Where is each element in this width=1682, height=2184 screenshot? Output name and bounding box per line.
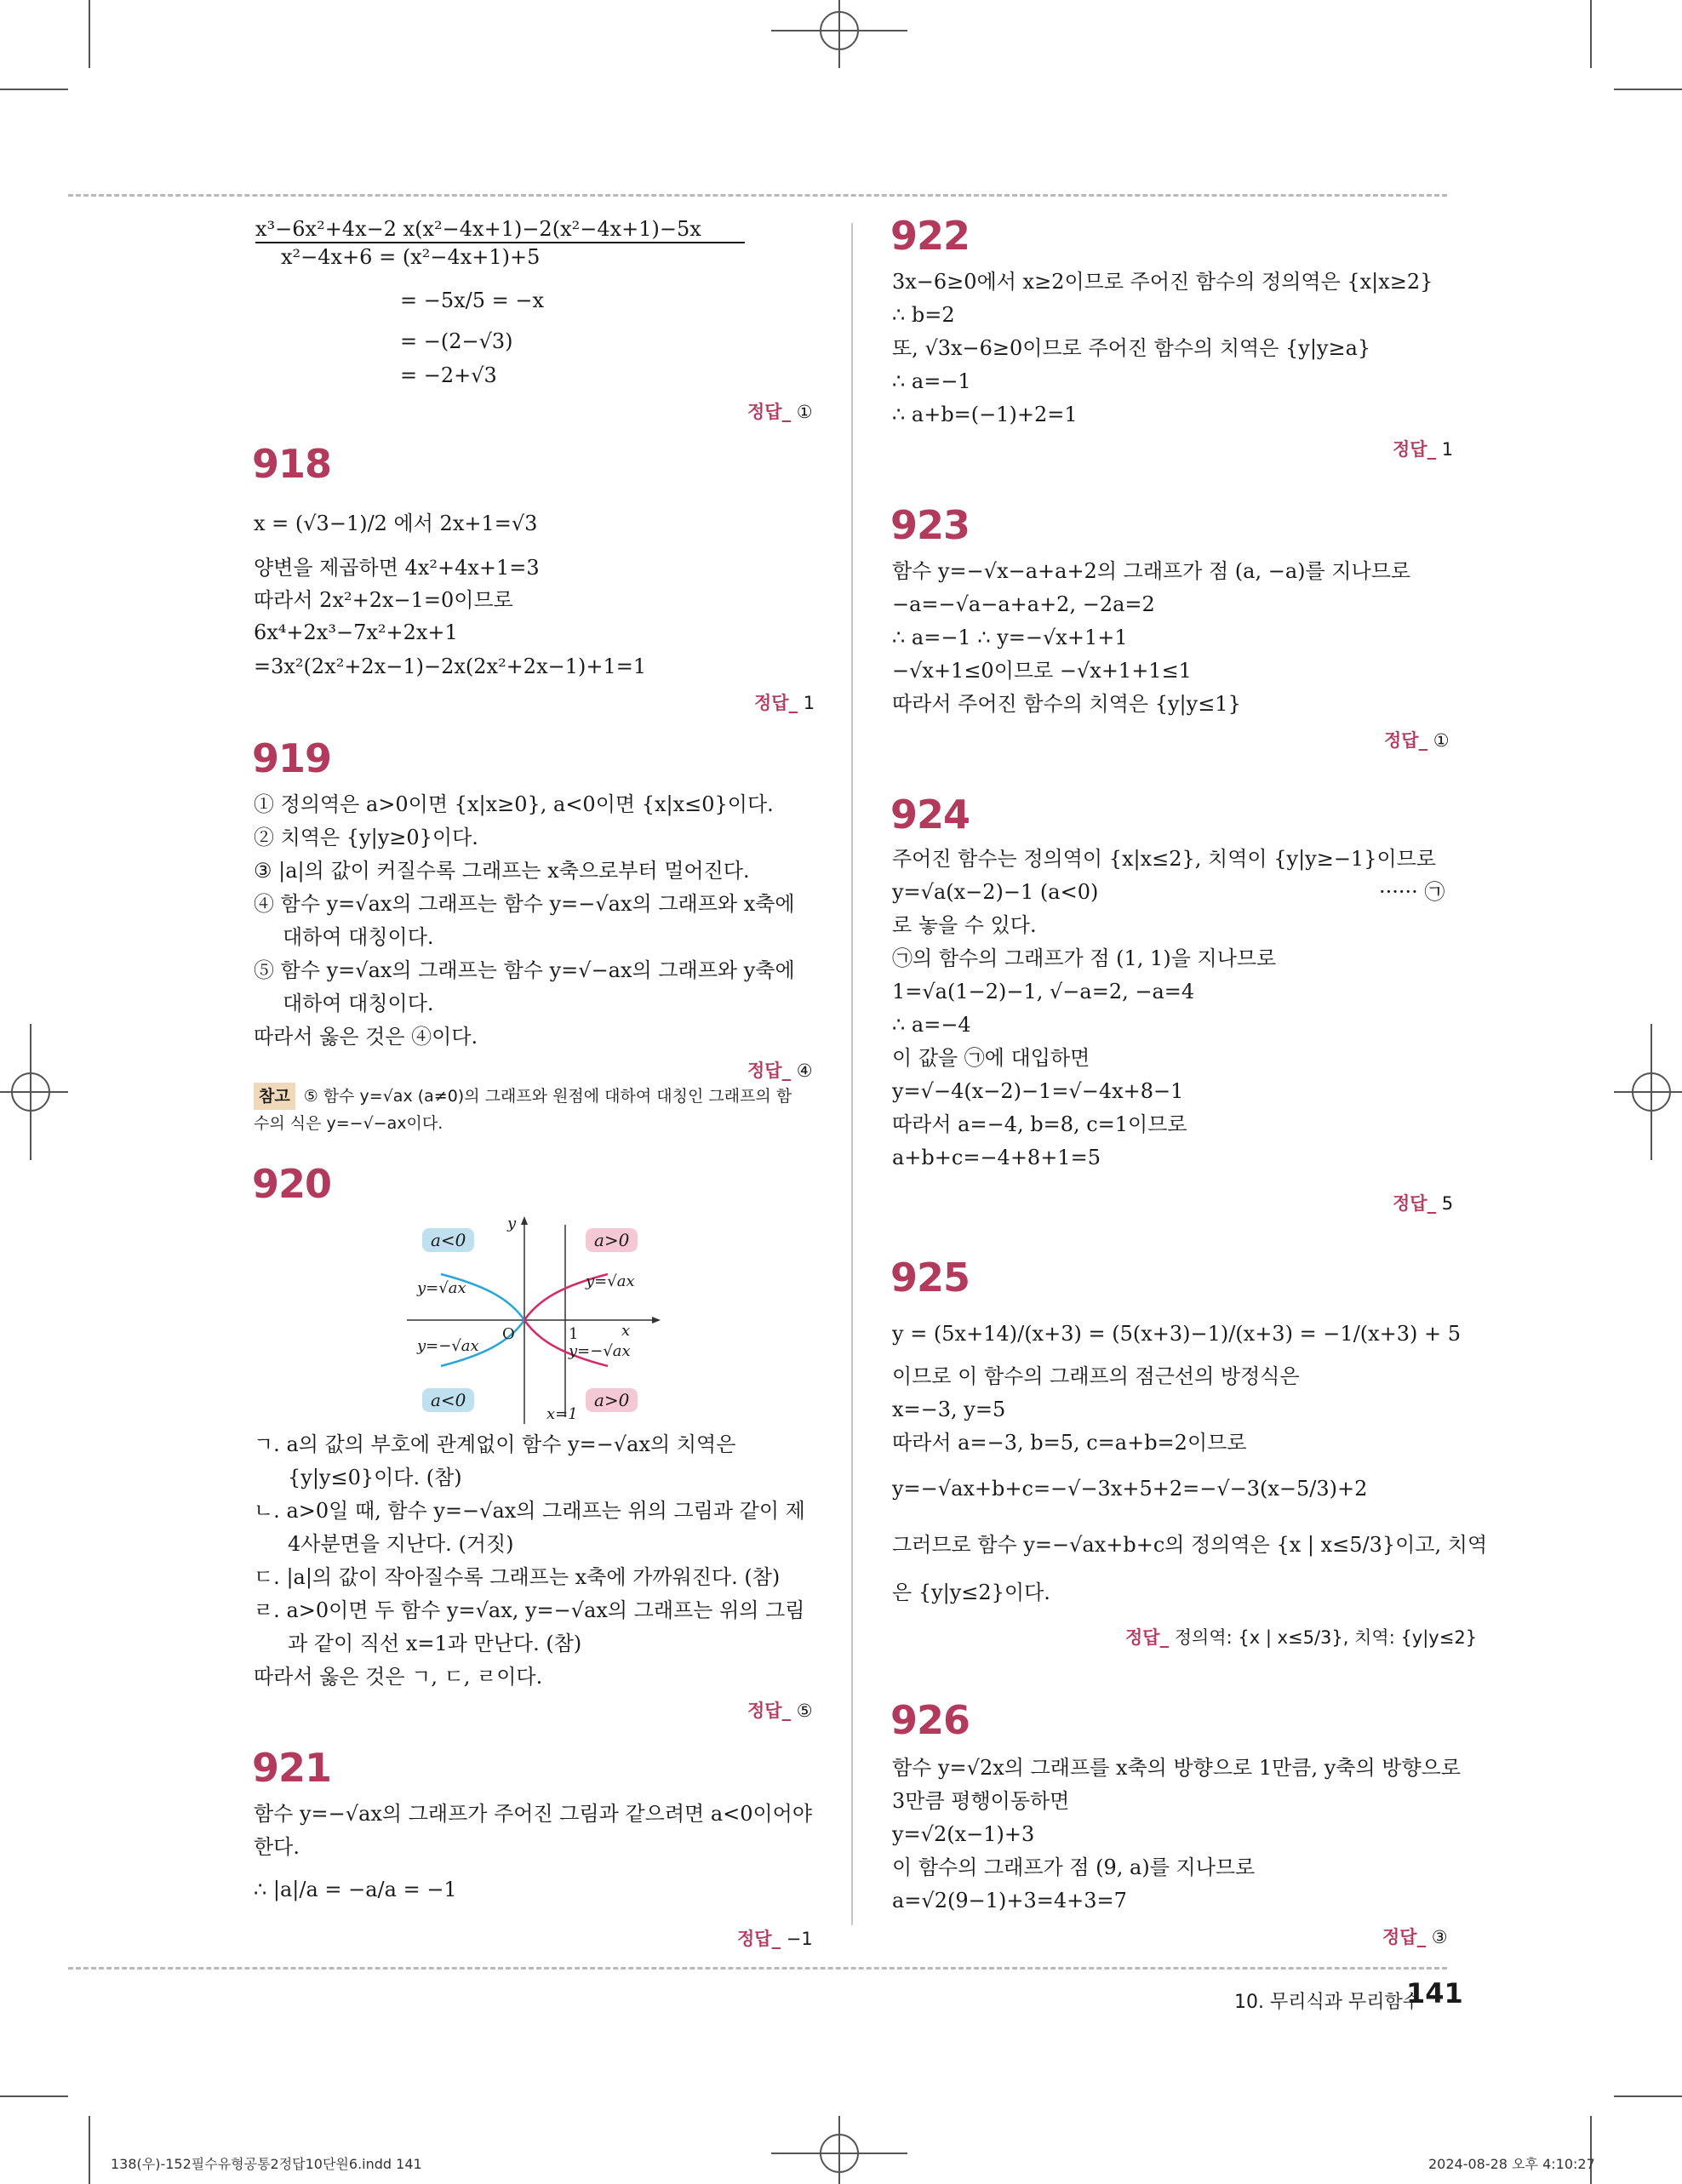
solution-line: ∴ a=−4 — [892, 1013, 971, 1037]
label-x-equals-1: x=1 — [546, 1405, 578, 1423]
solution-line: −√x+1≤0이므로 −√x+1+1≤1 — [892, 659, 1192, 683]
file-slug: 138(우)-152필수유형공통2정답10단원6.indd 141 — [111, 2156, 422, 2172]
solution-line: y=√a(x−2)−1 (a<0) — [892, 880, 1099, 904]
tag-a-negative-bottom: a<0 — [422, 1388, 474, 1412]
problem-number-918: 918 — [252, 441, 332, 487]
solution-line: 함수 y=√2x의 그래프를 x축의 방향으로 1만큼, y축의 방향으로 — [892, 1756, 1462, 1780]
reference-note — [254, 1083, 805, 1137]
solution-line: 함수 y=−√x−a+a+2의 그래프가 점 (a, −a)를 지나므로 — [892, 559, 1411, 583]
y-arrow-icon — [521, 1216, 528, 1225]
problem-number-919: 919 — [252, 735, 332, 781]
solution-line: 따라서 주어진 함수의 치역은 {y|y≤1} — [892, 692, 1241, 716]
problem-number-924: 924 — [890, 792, 970, 838]
answer-923: 정답_ ① — [1384, 730, 1450, 751]
solution-line: −a=−√a−a+a+2, −2a=2 — [892, 592, 1155, 616]
solution-line: 이 함수의 그래프가 점 (9, a)를 지나므로 — [892, 1855, 1256, 1879]
answer-926: 정답_ ③ — [1382, 1927, 1448, 1947]
solution-line: 주어진 함수는 정의역이 {x|x≤2}, 치역이 {y|y≥−1}이므로 — [892, 847, 1437, 871]
solution-line: 따라서 2x²+2x−1=0이므로 — [254, 588, 513, 612]
equation-marker: ······ ㉠ — [1379, 880, 1445, 904]
solution-line: {y|y≤0}이다. (참) — [288, 1466, 462, 1489]
solution-line: ④ 함수 y=√ax의 그래프는 함수 y=−√ax의 그래프와 x축에 — [254, 892, 795, 916]
crop-mark — [89, 2116, 90, 2184]
answer-922: 정답_ 1 — [1393, 439, 1454, 460]
solution-line: ∴ a=−1 ∴ y=−√x+1+1 — [892, 626, 1128, 649]
problem-number-920: 920 — [252, 1161, 332, 1207]
solution-line: 3x−6≥0에서 x≥2이므로 주어진 함수의 정의역은 {x|x≥2} — [892, 270, 1433, 294]
solution-line: ㄷ. |a|의 값이 작아질수록 그래프는 x축에 가까워진다. (참) — [254, 1565, 781, 1589]
solution-line: 그러므로 함수 y=−√ax+b+c의 정의역은 {x | x≤5/3}이고, 치역 — [892, 1533, 1488, 1557]
solution-line: x²−4x+6 = (x²−4x+1)+5 — [281, 245, 541, 269]
solution-line: 따라서 a=−3, b=5, c=a+b=2이므로 — [892, 1431, 1247, 1455]
crop-mark — [0, 2095, 68, 2097]
solution-line: a=√2(9−1)+3=4+3=7 — [892, 1889, 1127, 1912]
reference-text: 수의 식은 y=−√−ax이다. — [254, 1114, 443, 1133]
solution-line: x = (√3−1)/2 에서 2x+1=√3 — [254, 512, 538, 535]
tag-a-positive-bottom: a>0 — [586, 1388, 638, 1412]
solution-line: 4사분면을 지난다. (거짓) — [288, 1532, 514, 1556]
answer-918: 정답_ 1 — [754, 693, 815, 713]
chapter-title: 10. 무리식과 무리함수 — [1234, 1992, 1421, 2013]
solution-line: ㄴ. a>0일 때, 함수 y=−√ax의 그래프는 위의 그림과 같이 제 — [254, 1499, 805, 1523]
reference-text: ⑤ 함수 y=√ax (a≠0)의 그래프와 원점에 대하여 대칭인 그래프의 함 — [303, 1087, 792, 1106]
answer-921: 정답_ −1 — [737, 1929, 813, 1949]
top-dashed-rule — [68, 194, 1447, 197]
solution-line: 6x⁴+2x³−7x²+2x+1 — [254, 620, 458, 644]
crop-mark — [1590, 0, 1592, 68]
label-upper-left: y=√ax — [417, 1279, 466, 1297]
solution-line: x³−6x²+4x−2 x(x²−4x+1)−2(x²−4x+1)−5x — [255, 217, 701, 241]
solution-line: x=−3, y=5 — [892, 1398, 1006, 1421]
solution-line: y=√2(x−1)+3 — [892, 1822, 1035, 1846]
answer-924: 정답_ 5 — [1393, 1193, 1454, 1214]
tag-a-negative-top: a<0 — [422, 1228, 474, 1252]
answer-919: 정답_ ④ — [747, 1061, 813, 1081]
problem-number-925: 925 — [890, 1255, 970, 1301]
bottom-dashed-rule — [68, 1967, 1447, 1970]
solution-line: 이므로 이 함수의 그래프의 점근선의 방정식은 — [892, 1364, 1300, 1388]
crop-mark — [0, 89, 68, 90]
page-number: 141 — [1406, 1977, 1463, 2010]
solution-line: ⑤ 함수 y=√ax의 그래프는 함수 y=√−ax의 그래프와 y축에 — [254, 958, 795, 982]
solution-line: 3만큼 평행이동하면 — [892, 1789, 1070, 1813]
solution-line: = −5x/5 = −x — [400, 289, 545, 312]
answer-920: 정답_ ⑤ — [747, 1701, 813, 1721]
crop-mark — [89, 0, 90, 68]
solution-line: 이 값을 ㉠에 대입하면 — [892, 1046, 1090, 1070]
solution-line: 대하여 대칭이다. — [283, 925, 434, 949]
registration-mark-right — [1614, 1024, 1682, 1160]
tag-a-positive-top: a>0 — [586, 1228, 638, 1252]
label-origin: O — [502, 1325, 515, 1343]
solution-line: ∴ |a|/a = −a/a = −1 — [254, 1878, 457, 1901]
crop-mark — [1590, 2116, 1592, 2184]
label-x-axis: x — [621, 1322, 631, 1340]
graph-figure — [407, 1213, 662, 1426]
label-upper-right: y=√ax — [586, 1272, 635, 1290]
label-lower-right: y=−√ax — [569, 1342, 631, 1360]
column-divider — [851, 223, 853, 1925]
solution-line: 따라서 a=−4, b=8, c=1이므로 — [892, 1112, 1187, 1136]
solution-line: 로 놓을 수 있다. — [892, 913, 1037, 937]
solution-line: 은 {y|y≤2}이다. — [892, 1581, 1050, 1604]
solution-line: 과 같이 직선 x=1과 만난다. (참) — [288, 1632, 582, 1655]
registration-mark-bottom — [771, 2116, 907, 2184]
solution-line: 양변을 제곱하면 4x²+4x+1=3 — [254, 556, 540, 580]
solution-line: ㄹ. a>0이면 두 함수 y=√ax, y=−√ax의 그래프는 위의 그림 — [254, 1598, 805, 1622]
solution-line: y=√−4(x−2)−1=√−4x+8−1 — [892, 1079, 1184, 1103]
fraction-bar — [255, 242, 745, 243]
problem-number-926: 926 — [890, 1697, 970, 1743]
solution-line: ① 정의역은 a>0이면 {x|x≥0}, a<0이면 {x|x≤0}이다. — [254, 792, 774, 816]
crop-mark — [1614, 2095, 1682, 2097]
problem-number-923: 923 — [890, 502, 970, 548]
solution-line: y = (5x+14)/(x+3) = (5(x+3)−1)/(x+3) = −1/(x+3) + 5 — [892, 1322, 1462, 1346]
solution-line: 따라서 옳은 것은 ④이다. — [254, 1025, 478, 1049]
solution-line: 한다. — [254, 1835, 300, 1859]
label-y-axis: y — [507, 1215, 517, 1232]
solution-line: =3x²(2x²+2x−1)−2x(2x²+2x−1)+1=1 — [254, 655, 647, 678]
x-arrow-icon — [652, 1317, 661, 1324]
solution-line: ∴ b=2 — [892, 303, 955, 327]
solution-line: 또, √3x−6≥0이므로 주어진 함수의 치역은 {y|y≥a} — [892, 336, 1371, 360]
solution-line: ㄱ. a의 값의 부호에 관계없이 함수 y=−√ax의 치역은 — [254, 1432, 736, 1456]
solution-line: ∴ a+b=(−1)+2=1 — [892, 403, 1078, 426]
label-one: 1 — [569, 1325, 579, 1343]
answer-925: 정답_ 정의역: {x | x≤5/3}, 치역: {y|y≤2} — [1125, 1627, 1478, 1648]
solution-line: ∴ a=−1 — [892, 369, 971, 393]
solution-line: = −2+√3 — [400, 363, 497, 387]
registration-mark-left — [0, 1024, 68, 1160]
solution-line: y=−√ax+b+c=−√−3x+5+2=−√−3(x−5/3)+2 — [892, 1477, 1368, 1501]
solution-line: 함수 y=−√ax의 그래프가 주어진 그림과 같으려면 a<0이어야 — [254, 1802, 813, 1826]
solution-line: 대하여 대칭이다. — [283, 992, 434, 1015]
crop-mark — [1614, 89, 1682, 90]
solution-line: ③ |a|의 값이 커질수록 그래프는 x축으로부터 멀어진다. — [254, 859, 750, 883]
solution-line: 1=√a(1−2)−1, √−a=2, −a=4 — [892, 980, 1195, 1003]
solution-line: = −(2−√3) — [400, 329, 513, 353]
reference-tag: 참고 — [254, 1083, 295, 1110]
answer-917: 정답_ ① — [747, 402, 813, 422]
solution-line: ㉠의 함수의 그래프가 점 (1, 1)을 지나므로 — [892, 946, 1277, 970]
registration-mark-top — [771, 0, 907, 68]
solution-line: ② 치역은 {y|y≥0}이다. — [254, 826, 478, 849]
print-timestamp: 2024-08-28 오후 4:10:27 — [1428, 2156, 1595, 2172]
problem-number-922: 922 — [890, 213, 970, 259]
problem-number-921: 921 — [252, 1745, 332, 1791]
solution-line: a+b+c=−4+8+1=5 — [892, 1146, 1101, 1169]
label-lower-left: y=−√ax — [417, 1337, 479, 1355]
solution-line: 따라서 옳은 것은 ㄱ, ㄷ, ㄹ이다. — [254, 1665, 543, 1689]
